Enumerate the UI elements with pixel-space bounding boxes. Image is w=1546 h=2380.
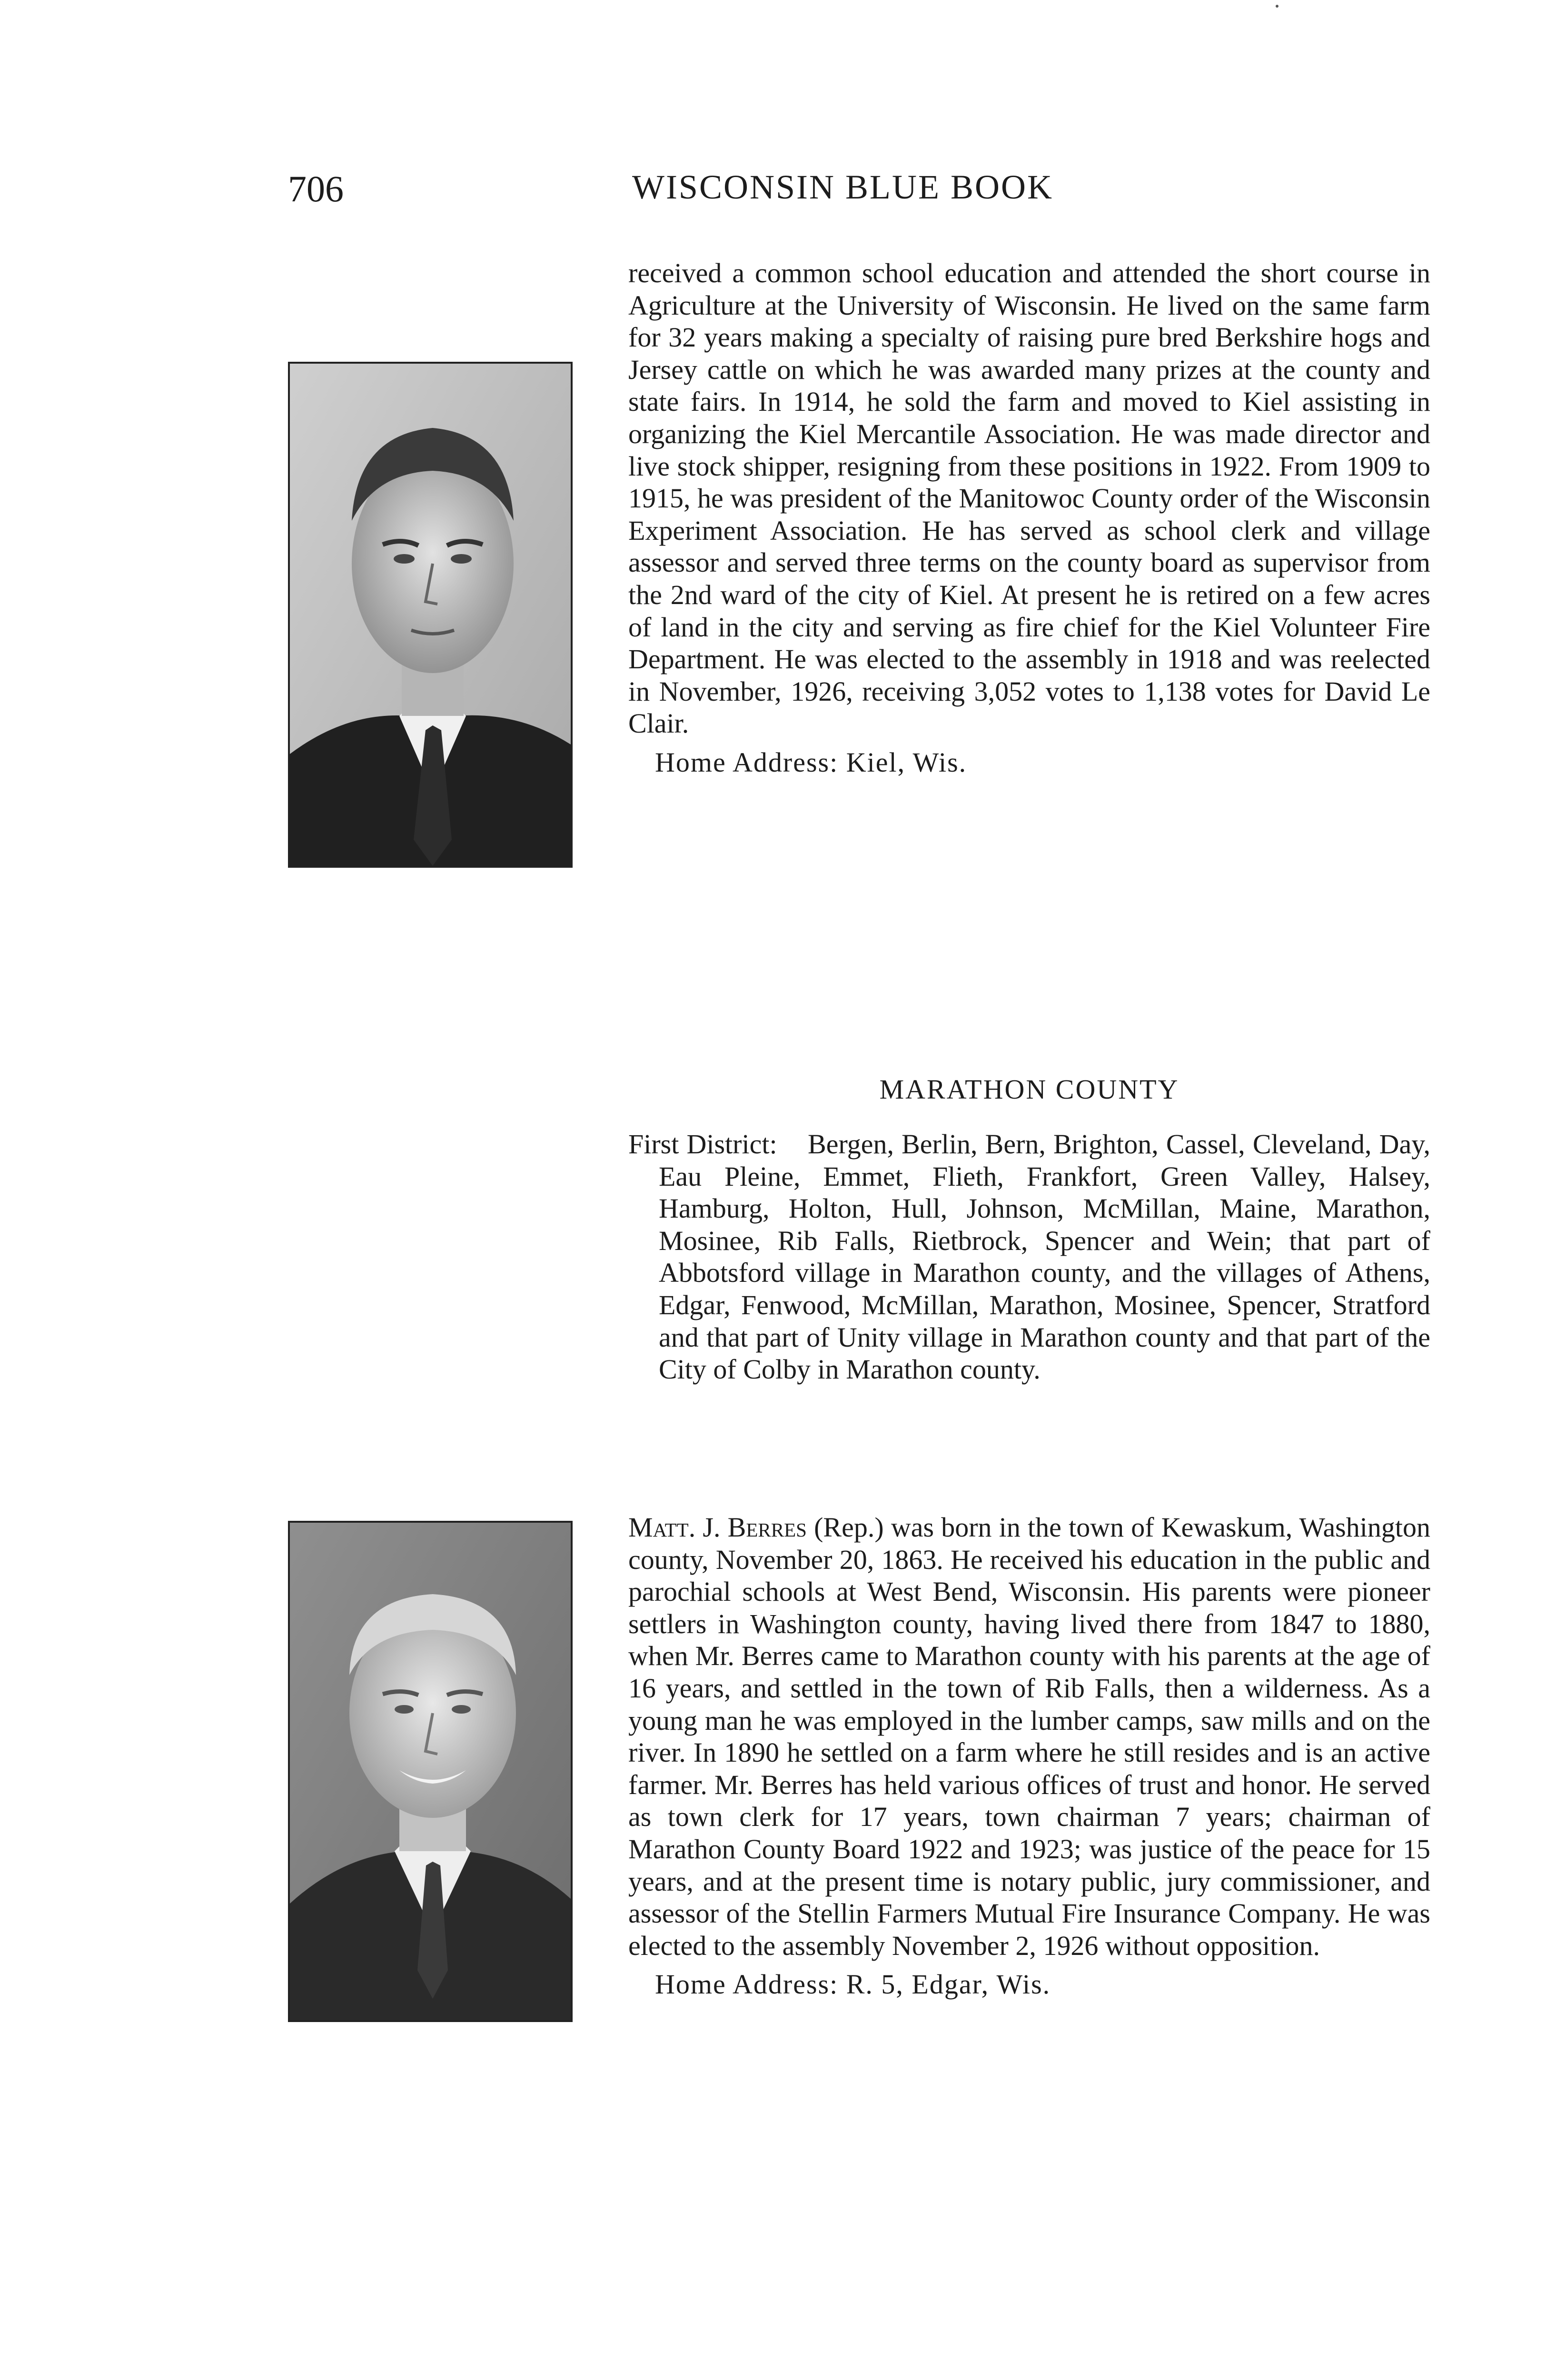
county-heading: MARATHON COUNTY [879,1074,1179,1105]
running-head: WISCONSIN BLUE BOOK [632,168,1053,206]
biography-berres-body: (Rep.) was born in the town of Kewaskum, Washington county, November 20, 1863. He received his education in the public and parochial schools at West Bend, Wisconsin. His parents were pioneer settlers in Washington county, having lived there from 1847 to 1880, when Mr. Berres came to Marathon county with his parents at the age of 16 years, and settled in the town of Rib Falls, then a wilderness. As a young man he was employed in the lumber camps, saw mills and on the river. In 1890 he settled on a farm where he still resides and is an active farmer. Mr. Berres has held various offices of trust and honor. He served as town clerk for 17 years, town chairman 7 years; chairman of Marathon County Board 1922 and 1923; was justice of the peace for 15 years, and at the present time is notary public, jury commissioner, and assessor of the Stellin Farmers Mutual Fire Insurance Company. He was elected to the assembly November 2, 1926 without opposition. [628,1512,1430,1961]
biography-continued-text: received a common school education and attended the short course in Agriculture at the University of Wisconsin. He lived on the same farm for 32 years making a specialty of raising pure bred Berkshire hogs and Jersey cattle on which he was awarded many prizes at the county and state fairs. In 1914, he sold the farm and moved to Kiel assisting in organizing the Kiel Mercantile Association. He was made director and live stock shipper, resigning from these positions in 1922. From 1909 to 1915, he was president of the Manitowoc County order of the Wisconsin Experiment Association. He has served as school clerk and village assessor and served three terms on the county board as supervisor from the 2nd ward of the city of Kiel. At present he is retired on a few acres of land in the city and serving as fire chief for the Kiel Volunteer Fire Department. He was elected to the assembly in 1918 and was reelected in November, 1926, receiving 3,052 votes to 1,138 votes for David Le Clair. [628,258,1430,739]
member-name: Matt. J. Berres [628,1512,807,1543]
page-number: 706 [288,168,344,209]
portrait-photo-top [288,362,573,868]
home-address-kiel: Home Address: Kiel, Wis. [655,746,967,778]
home-address-edgar: Home Address: R. 5, Edgar, Wis. [655,1969,1051,2000]
biography-berres [628,1511,1430,2001]
biography-continued [628,257,1430,779]
scan-speck [1276,5,1278,8]
district-description [628,1128,1430,1386]
district-text: Bergen, Berlin, Bern, Brighton, Cassel, Cleveland, Day, Eau Pleine, Emmet, Flieth, Frankfort, Green Valley, Halsey, Hamburg, Holton, Hull, Johnson, McMillan, Maine, Marathon, Mosinee, Rib Falls, Rietbrock, Spencer and Wein; that part of Abbotsford village in Marathon county, and the villages of Athens, Edgar, Fenwood, McMillan, Marathon, Mosinee, Spencer, Stratford and that part of Unity village in Marathon county and that part of the City of Colby in Marathon county. [659,1129,1430,1385]
portrait-photo-bottom [288,1521,573,2022]
portrait-bottom-image [290,1523,571,2020]
district-label: First District: [628,1129,777,1160]
biography-berres-text [628,1511,1430,1962]
portrait-top-image [290,364,571,866]
